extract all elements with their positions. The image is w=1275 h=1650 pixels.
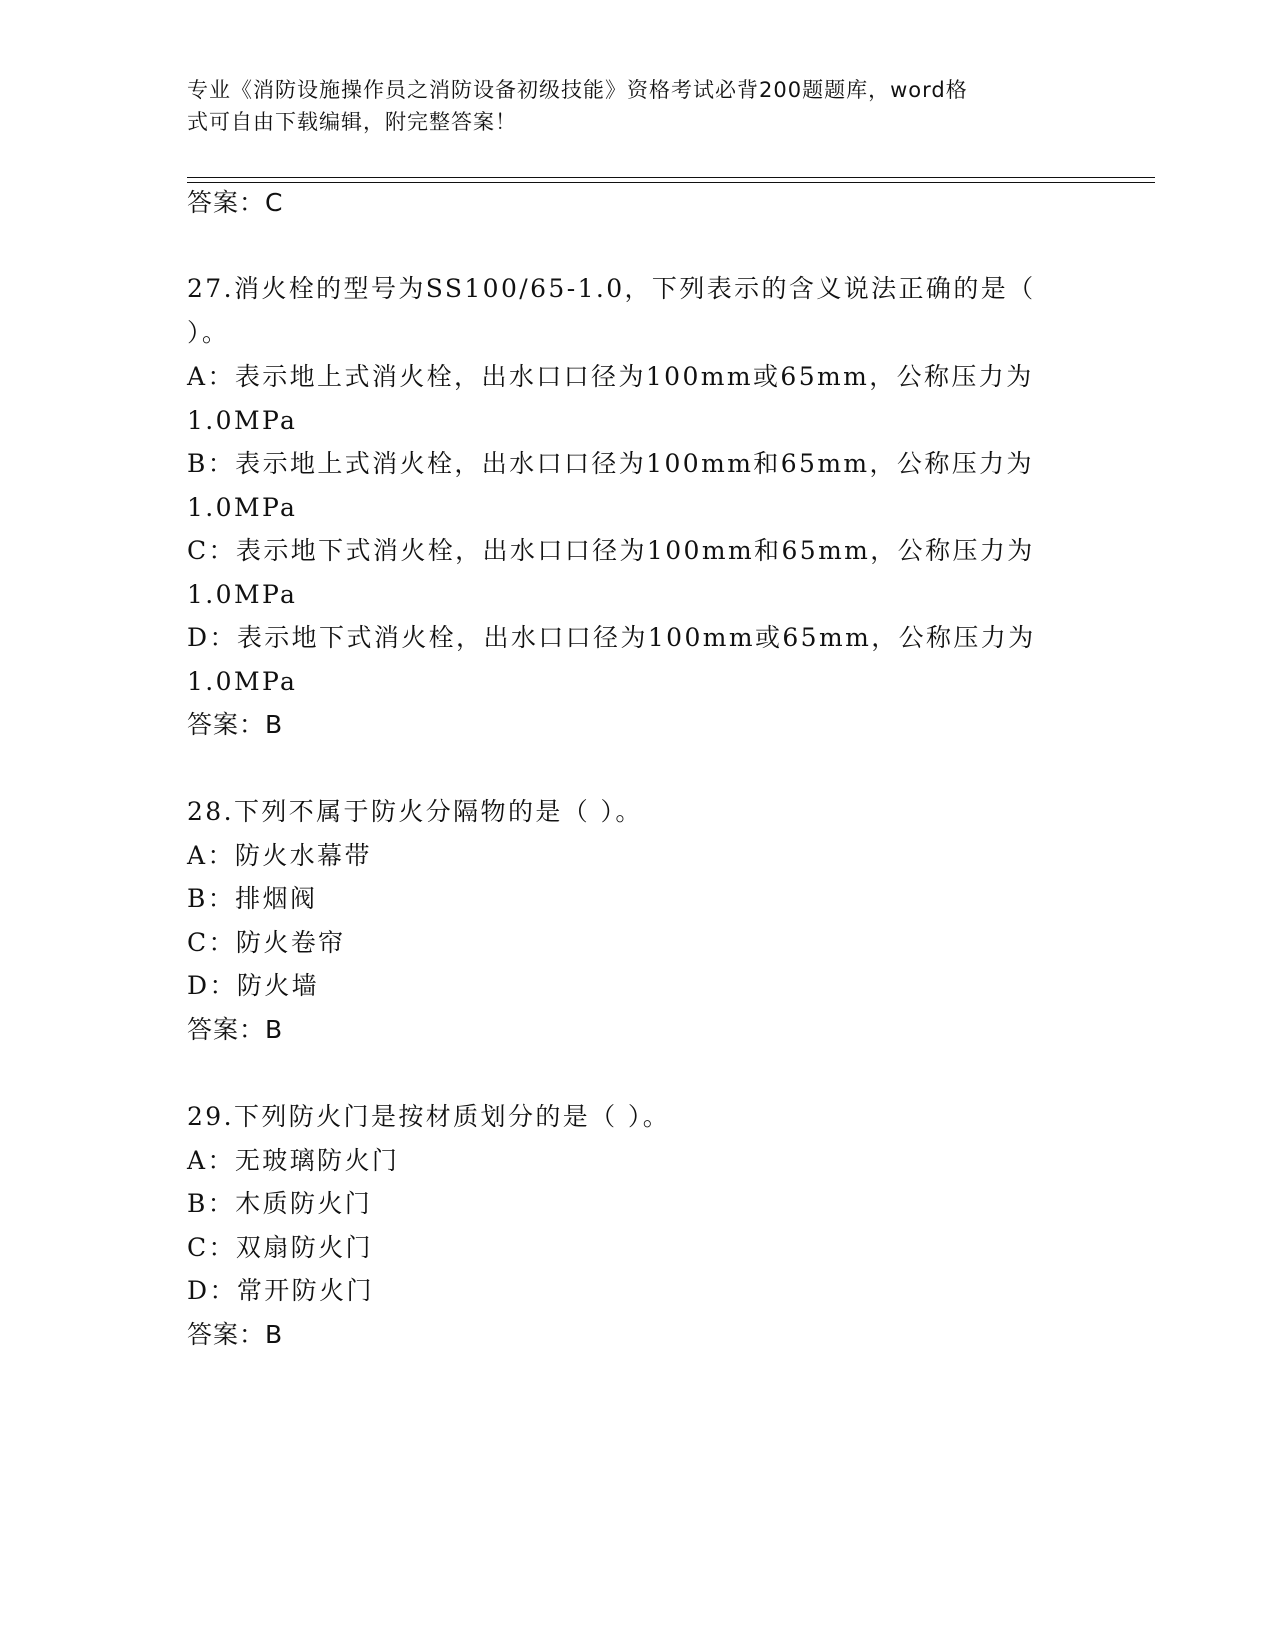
question-28-stem: 28.下列不属于防火分隔物的是（ ）。 [187,797,643,826]
question-29-option-a: A：无玻璃防火门 [187,1146,400,1175]
question-27-option-c-line-1: C：表示地下式消火栓，出水口口径为100mm和65mm，公称压力为 [187,536,1035,565]
question-27-answer: 答案：B [187,710,284,739]
question-27-option-b-line-2: 1.0MPa [187,493,298,522]
header-line-1: 专业《消防设施操作员之消防设备初级技能》资格考试必背200题题库，word格 [187,78,968,102]
header-rule-top [187,177,1155,178]
question-27-stem-line-2: ）。 [187,318,230,347]
question-27-option-d-line-1: D：表示地下式消火栓，出水口口径为100mm或65mm，公称压力为 [187,623,1036,652]
question-28-option-a: A：防火水幕带 [187,841,372,870]
question-27-option-a-line-1: A：表示地上式消火栓，出水口口径为100mm或65mm，公称压力为 [187,362,1034,391]
question-28-answer: 答案：B [187,1015,284,1044]
question-27-option-d-line-2: 1.0MPa [187,667,298,696]
question-29-answer: 答案：B [187,1320,284,1349]
question-27-option-a-line-2: 1.0MPa [187,406,298,435]
question-29-stem: 29.下列防火门是按材质划分的是（ ）。 [187,1102,671,1131]
question-29-option-c: C：双扇防火门 [187,1233,373,1262]
header-rule-bottom [187,182,1155,183]
question-29-option-b: B：木质防火门 [187,1189,373,1218]
question-27-option-b-line-1: B：表示地上式消火栓，出水口口径为100mm和65mm，公称压力为 [187,449,1034,478]
question-27-option-c-line-2: 1.0MPa [187,580,298,609]
header-line-2: 式可自由下载编辑，附完整答案！ [187,110,517,134]
question-27-stem-line-1: 27.消火栓的型号为SS100/65-1.0，下列表示的含义说法正确的是（ [187,274,1036,303]
question-28-option-d: D：防火墙 [187,971,320,1000]
question-29-option-d: D：常开防火门 [187,1276,374,1305]
previous-answer: 答案：C [187,188,284,217]
question-28-option-c: C：防火卷帘 [187,928,346,957]
question-28-option-b: B：排烟阀 [187,884,318,913]
document-header [187,74,1067,138]
